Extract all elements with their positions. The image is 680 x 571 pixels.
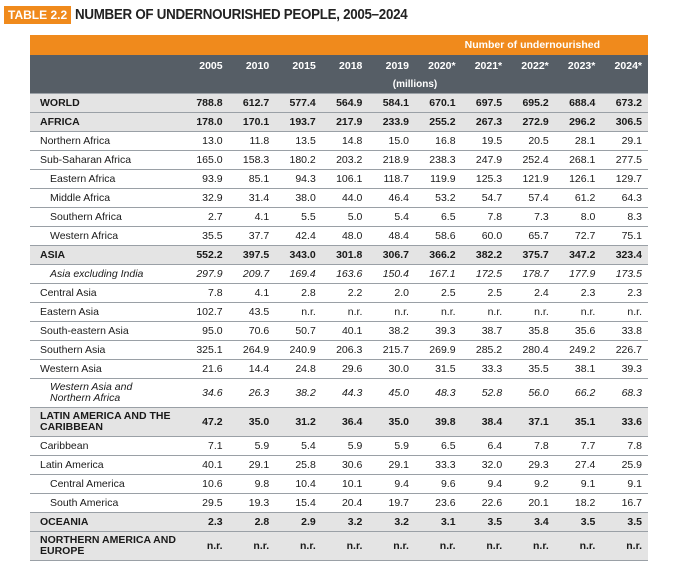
year-header: 2010 xyxy=(229,55,276,77)
value-cell: n.r. xyxy=(368,303,415,322)
value-cell: 564.9 xyxy=(322,94,369,113)
value-cell: 29.6 xyxy=(322,360,369,379)
value-cell: 9.4 xyxy=(462,475,509,494)
value-cell: 121.9 xyxy=(508,170,555,189)
value-cell: 33.3 xyxy=(415,456,462,475)
value-cell: 5.4 xyxy=(368,208,415,227)
value-cell: 61.2 xyxy=(555,189,602,208)
value-cell: 169.4 xyxy=(275,265,322,284)
value-cell: n.r. xyxy=(275,303,322,322)
value-cell: 33.8 xyxy=(601,322,648,341)
value-cell: n.r. xyxy=(601,303,648,322)
value-cell: 306.5 xyxy=(601,113,648,132)
value-cell: 247.9 xyxy=(462,151,509,170)
value-cell: 119.9 xyxy=(415,170,462,189)
value-cell: 47.2 xyxy=(182,408,229,437)
value-cell: 552.2 xyxy=(182,246,229,265)
value-cell: 21.6 xyxy=(182,360,229,379)
value-cell: 14.4 xyxy=(229,360,276,379)
value-cell: 72.7 xyxy=(555,227,602,246)
value-cell: 9.8 xyxy=(229,475,276,494)
value-cell: 13.0 xyxy=(182,132,229,151)
value-cell: 163.6 xyxy=(322,265,369,284)
value-cell: 13.5 xyxy=(275,132,322,151)
value-cell: 10.1 xyxy=(322,475,369,494)
value-cell: 38.7 xyxy=(462,322,509,341)
value-cell: 209.7 xyxy=(229,265,276,284)
value-cell: 30.6 xyxy=(322,456,369,475)
value-cell: 2.4 xyxy=(508,284,555,303)
value-cell: 272.9 xyxy=(508,113,555,132)
value-cell: 10.6 xyxy=(182,475,229,494)
value-cell: 64.3 xyxy=(601,189,648,208)
table-row xyxy=(30,360,648,379)
value-cell: 20.5 xyxy=(508,132,555,151)
value-cell: 14.8 xyxy=(322,132,369,151)
value-cell: 264.9 xyxy=(229,341,276,360)
value-cell: n.r. xyxy=(322,532,369,561)
table-row xyxy=(30,189,648,208)
value-cell: 29.1 xyxy=(368,456,415,475)
value-cell: 20.4 xyxy=(322,494,369,513)
value-cell: 65.7 xyxy=(508,227,555,246)
value-cell: 240.9 xyxy=(275,341,322,360)
value-cell: 343.0 xyxy=(275,246,322,265)
value-cell: 255.2 xyxy=(415,113,462,132)
value-cell: 215.7 xyxy=(368,341,415,360)
region-name: Eastern Africa xyxy=(30,170,182,189)
value-cell: 118.7 xyxy=(368,170,415,189)
value-cell: 37.7 xyxy=(229,227,276,246)
table-row xyxy=(30,322,648,341)
value-cell: 35.6 xyxy=(555,322,602,341)
value-cell: 31.4 xyxy=(229,189,276,208)
table-row xyxy=(30,437,648,456)
value-cell: 52.8 xyxy=(462,379,509,408)
value-cell: 28.1 xyxy=(555,132,602,151)
value-cell: 16.8 xyxy=(415,132,462,151)
value-cell: 5.9 xyxy=(368,437,415,456)
table-row xyxy=(30,208,648,227)
value-cell: 29.1 xyxy=(601,132,648,151)
value-cell: n.r. xyxy=(601,532,648,561)
value-cell: 10.4 xyxy=(275,475,322,494)
value-cell: 56.0 xyxy=(508,379,555,408)
table-row xyxy=(30,284,648,303)
value-cell: n.r. xyxy=(415,303,462,322)
value-cell: 4.1 xyxy=(229,284,276,303)
value-cell: 23.6 xyxy=(415,494,462,513)
value-cell: 53.2 xyxy=(415,189,462,208)
value-cell: 612.7 xyxy=(229,94,276,113)
value-cell: 22.6 xyxy=(462,494,509,513)
value-cell: 35.5 xyxy=(508,360,555,379)
value-cell: 203.2 xyxy=(322,151,369,170)
value-cell: 15.4 xyxy=(275,494,322,513)
value-cell: 45.0 xyxy=(368,379,415,408)
value-cell: 95.0 xyxy=(182,322,229,341)
value-cell: 54.7 xyxy=(462,189,509,208)
value-cell: 695.2 xyxy=(508,94,555,113)
region-name: Southern Asia xyxy=(30,341,182,360)
value-cell: 269.9 xyxy=(415,341,462,360)
value-cell: 31.5 xyxy=(415,360,462,379)
value-cell: 2.8 xyxy=(275,284,322,303)
table-row xyxy=(30,113,648,132)
value-cell: 57.4 xyxy=(508,189,555,208)
year-header: 2019 xyxy=(368,55,415,77)
value-cell: 38.2 xyxy=(275,379,322,408)
value-cell: 58.6 xyxy=(415,227,462,246)
value-cell: 7.8 xyxy=(601,437,648,456)
year-header: 2023* xyxy=(555,55,602,77)
value-cell: 39.3 xyxy=(415,322,462,341)
region-name: Sub-Saharan Africa xyxy=(30,151,182,170)
value-cell: 32.0 xyxy=(462,456,509,475)
value-cell: n.r. xyxy=(555,532,602,561)
value-cell: n.r. xyxy=(462,303,509,322)
value-cell: 44.3 xyxy=(322,379,369,408)
value-cell: 173.5 xyxy=(601,265,648,284)
value-cell: 280.4 xyxy=(508,341,555,360)
region-name: Western Asia and Northern Africa xyxy=(30,379,182,408)
value-cell: 42.4 xyxy=(275,227,322,246)
value-cell: 38.2 xyxy=(368,322,415,341)
value-cell: 46.4 xyxy=(368,189,415,208)
value-cell: 37.1 xyxy=(508,408,555,437)
value-cell: 29.3 xyxy=(508,456,555,475)
value-cell: 382.2 xyxy=(462,246,509,265)
value-cell: 35.0 xyxy=(368,408,415,437)
region-name: South-eastern Asia xyxy=(30,322,182,341)
value-cell: 267.3 xyxy=(462,113,509,132)
value-cell: 27.4 xyxy=(555,456,602,475)
table-row xyxy=(30,151,648,170)
value-cell: 7.7 xyxy=(555,437,602,456)
region-name: Central Asia xyxy=(30,284,182,303)
region-name: LATIN AMERICA AND THE CARIBBEAN xyxy=(30,408,182,437)
value-cell: 38.1 xyxy=(555,360,602,379)
value-cell: n.r. xyxy=(508,532,555,561)
region-name: ASIA xyxy=(30,246,182,265)
value-cell: 39.3 xyxy=(601,360,648,379)
value-cell: 584.1 xyxy=(368,94,415,113)
table-row xyxy=(30,408,648,437)
band-spacer xyxy=(30,35,182,55)
value-cell: 2.0 xyxy=(368,284,415,303)
value-cell: 670.1 xyxy=(415,94,462,113)
value-cell: 233.9 xyxy=(368,113,415,132)
value-cell: 3.5 xyxy=(462,513,509,532)
value-cell: 106.1 xyxy=(322,170,369,189)
value-cell: 25.9 xyxy=(601,456,648,475)
region-name: OCEANIA xyxy=(30,513,182,532)
value-cell: 18.2 xyxy=(555,494,602,513)
value-cell: 5.0 xyxy=(322,208,369,227)
value-cell: 277.5 xyxy=(601,151,648,170)
value-cell: 297.9 xyxy=(182,265,229,284)
value-cell: 178.7 xyxy=(508,265,555,284)
region-name: Middle Africa xyxy=(30,189,182,208)
value-cell: 5.5 xyxy=(275,208,322,227)
value-cell: 252.4 xyxy=(508,151,555,170)
region-name: WORLD xyxy=(30,94,182,113)
value-cell: 7.8 xyxy=(182,284,229,303)
value-cell: 178.0 xyxy=(182,113,229,132)
value-cell: 375.7 xyxy=(508,246,555,265)
value-cell: 32.9 xyxy=(182,189,229,208)
value-cell: 38.4 xyxy=(462,408,509,437)
table-row xyxy=(30,246,648,265)
value-cell: 70.6 xyxy=(229,322,276,341)
value-cell: 129.7 xyxy=(601,170,648,189)
units-spacer xyxy=(30,77,182,94)
value-cell: 5.9 xyxy=(229,437,276,456)
value-cell: 2.3 xyxy=(601,284,648,303)
year-header: 2024* xyxy=(601,55,648,77)
value-cell: 7.8 xyxy=(508,437,555,456)
value-cell: 2.5 xyxy=(415,284,462,303)
value-cell: 325.1 xyxy=(182,341,229,360)
region-name: Northern Africa xyxy=(30,132,182,151)
value-cell: 366.2 xyxy=(415,246,462,265)
value-cell: 35.0 xyxy=(229,408,276,437)
value-cell: n.r. xyxy=(462,532,509,561)
value-cell: 6.4 xyxy=(462,437,509,456)
value-cell: 180.2 xyxy=(275,151,322,170)
value-cell: 16.7 xyxy=(601,494,648,513)
value-cell: 3.5 xyxy=(555,513,602,532)
value-cell: 150.4 xyxy=(368,265,415,284)
value-cell: 85.1 xyxy=(229,170,276,189)
value-cell: 2.8 xyxy=(229,513,276,532)
table-row xyxy=(30,170,648,189)
value-cell: 35.5 xyxy=(182,227,229,246)
value-cell: 218.9 xyxy=(368,151,415,170)
value-cell: 9.1 xyxy=(601,475,648,494)
value-cell: 102.7 xyxy=(182,303,229,322)
table-row xyxy=(30,227,648,246)
value-cell: 15.0 xyxy=(368,132,415,151)
value-cell: 165.0 xyxy=(182,151,229,170)
value-cell: 3.1 xyxy=(415,513,462,532)
value-cell: n.r. xyxy=(182,532,229,561)
value-cell: 66.2 xyxy=(555,379,602,408)
value-cell: 60.0 xyxy=(462,227,509,246)
value-cell: 688.4 xyxy=(555,94,602,113)
value-cell: 9.6 xyxy=(415,475,462,494)
value-cell: 323.4 xyxy=(601,246,648,265)
region-name: Western Asia xyxy=(30,360,182,379)
table-row xyxy=(30,265,648,284)
value-cell: 36.4 xyxy=(322,408,369,437)
value-cell: 38.0 xyxy=(275,189,322,208)
value-cell: 2.7 xyxy=(182,208,229,227)
region-name: Asia excluding India xyxy=(30,265,182,284)
value-cell: 177.9 xyxy=(555,265,602,284)
table-title-text: NUMBER OF UNDERNOURISHED PEOPLE, 2005–2024 xyxy=(75,7,408,23)
year-header-row xyxy=(30,55,648,77)
value-cell: 33.6 xyxy=(601,408,648,437)
value-cell: 39.8 xyxy=(415,408,462,437)
year-header: 2005 xyxy=(182,55,229,77)
value-cell: 3.5 xyxy=(601,513,648,532)
table-title xyxy=(4,4,436,26)
value-cell: 126.1 xyxy=(555,170,602,189)
value-cell: 6.5 xyxy=(415,437,462,456)
value-cell: 306.7 xyxy=(368,246,415,265)
value-cell: 2.5 xyxy=(462,284,509,303)
table-row xyxy=(30,513,648,532)
table-row xyxy=(30,379,648,408)
value-cell: n.r. xyxy=(368,532,415,561)
value-cell: 9.4 xyxy=(368,475,415,494)
value-cell: 44.0 xyxy=(322,189,369,208)
value-cell: 24.8 xyxy=(275,360,322,379)
value-cell: 2.2 xyxy=(322,284,369,303)
table-row xyxy=(30,494,648,513)
value-cell: 9.2 xyxy=(508,475,555,494)
value-cell: 40.1 xyxy=(322,322,369,341)
value-cell: 40.1 xyxy=(182,456,229,475)
value-cell: n.r. xyxy=(415,532,462,561)
value-cell: 35.8 xyxy=(508,322,555,341)
value-cell: 8.3 xyxy=(601,208,648,227)
value-cell: 9.1 xyxy=(555,475,602,494)
value-cell: 268.1 xyxy=(555,151,602,170)
value-cell: 2.3 xyxy=(555,284,602,303)
value-cell: n.r. xyxy=(322,303,369,322)
value-cell: 20.1 xyxy=(508,494,555,513)
table-body xyxy=(30,94,648,561)
region-name: Eastern Asia xyxy=(30,303,182,322)
value-cell: 2.3 xyxy=(182,513,229,532)
region-name: Latin America xyxy=(30,456,182,475)
value-cell: 2.9 xyxy=(275,513,322,532)
region-name: Southern Africa xyxy=(30,208,182,227)
value-cell: 93.9 xyxy=(182,170,229,189)
value-cell: 577.4 xyxy=(275,94,322,113)
value-cell: 697.5 xyxy=(462,94,509,113)
year-header: 2021* xyxy=(462,55,509,77)
year-header: 2020* xyxy=(415,55,462,77)
value-cell: 285.2 xyxy=(462,341,509,360)
value-cell: 31.2 xyxy=(275,408,322,437)
value-cell: n.r. xyxy=(555,303,602,322)
region-name: Western Africa xyxy=(30,227,182,246)
value-cell: 3.2 xyxy=(322,513,369,532)
value-cell: 7.3 xyxy=(508,208,555,227)
value-cell: n.r. xyxy=(508,303,555,322)
value-cell: 347.2 xyxy=(555,246,602,265)
region-name: Caribbean xyxy=(30,437,182,456)
value-cell: 29.1 xyxy=(229,456,276,475)
value-cell: 301.8 xyxy=(322,246,369,265)
value-cell: 11.8 xyxy=(229,132,276,151)
value-cell: 5.4 xyxy=(275,437,322,456)
value-cell: 48.3 xyxy=(415,379,462,408)
value-cell: 48.0 xyxy=(322,227,369,246)
value-cell: 30.0 xyxy=(368,360,415,379)
value-cell: 68.3 xyxy=(601,379,648,408)
region-name: AFRICA xyxy=(30,113,182,132)
value-cell: 125.3 xyxy=(462,170,509,189)
region-name: South America xyxy=(30,494,182,513)
region-name: Central America xyxy=(30,475,182,494)
value-cell: 172.5 xyxy=(462,265,509,284)
value-cell: 193.7 xyxy=(275,113,322,132)
header-band-label: Number of undernourished xyxy=(182,35,648,55)
value-cell: 8.0 xyxy=(555,208,602,227)
value-cell: 5.9 xyxy=(322,437,369,456)
value-cell: 25.8 xyxy=(275,456,322,475)
value-cell: 6.5 xyxy=(415,208,462,227)
year-header: 2018 xyxy=(322,55,369,77)
table-row xyxy=(30,475,648,494)
value-cell: 296.2 xyxy=(555,113,602,132)
table-row xyxy=(30,132,648,151)
value-cell: 170.1 xyxy=(229,113,276,132)
value-cell: 788.8 xyxy=(182,94,229,113)
value-cell: 35.1 xyxy=(555,408,602,437)
value-cell: 7.8 xyxy=(462,208,509,227)
value-cell: 19.5 xyxy=(462,132,509,151)
table-row xyxy=(30,303,648,322)
value-cell: 50.7 xyxy=(275,322,322,341)
value-cell: 206.3 xyxy=(322,341,369,360)
value-cell: 167.1 xyxy=(415,265,462,284)
value-cell: 34.6 xyxy=(182,379,229,408)
value-cell: 3.4 xyxy=(508,513,555,532)
year-header: 2022* xyxy=(508,55,555,77)
units-label: (millions) xyxy=(182,77,648,94)
value-cell: 673.2 xyxy=(601,94,648,113)
value-cell: 33.3 xyxy=(462,360,509,379)
value-cell: 4.1 xyxy=(229,208,276,227)
table-row xyxy=(30,456,648,475)
undernourished-table xyxy=(30,35,648,561)
value-cell: 19.7 xyxy=(368,494,415,513)
value-cell: 75.1 xyxy=(601,227,648,246)
value-cell: 249.2 xyxy=(555,341,602,360)
value-cell: 48.4 xyxy=(368,227,415,246)
table-row xyxy=(30,532,648,561)
value-cell: 3.2 xyxy=(368,513,415,532)
table-number-badge: TABLE 2.2 xyxy=(4,6,71,24)
region-name: NORTHERN AMERICA AND EUROPE xyxy=(30,532,182,561)
value-cell: 217.9 xyxy=(322,113,369,132)
value-cell: 226.7 xyxy=(601,341,648,360)
value-cell: n.r. xyxy=(275,532,322,561)
value-cell: 7.1 xyxy=(182,437,229,456)
value-cell: 158.3 xyxy=(229,151,276,170)
value-cell: n.r. xyxy=(229,532,276,561)
value-cell: 19.3 xyxy=(229,494,276,513)
year-header-spacer xyxy=(30,55,182,77)
table-row xyxy=(30,94,648,113)
value-cell: 29.5 xyxy=(182,494,229,513)
value-cell: 238.3 xyxy=(415,151,462,170)
value-cell: 26.3 xyxy=(229,379,276,408)
value-cell: 94.3 xyxy=(275,170,322,189)
value-cell: 43.5 xyxy=(229,303,276,322)
year-header: 2015 xyxy=(275,55,322,77)
value-cell: 397.5 xyxy=(229,246,276,265)
table-row xyxy=(30,341,648,360)
